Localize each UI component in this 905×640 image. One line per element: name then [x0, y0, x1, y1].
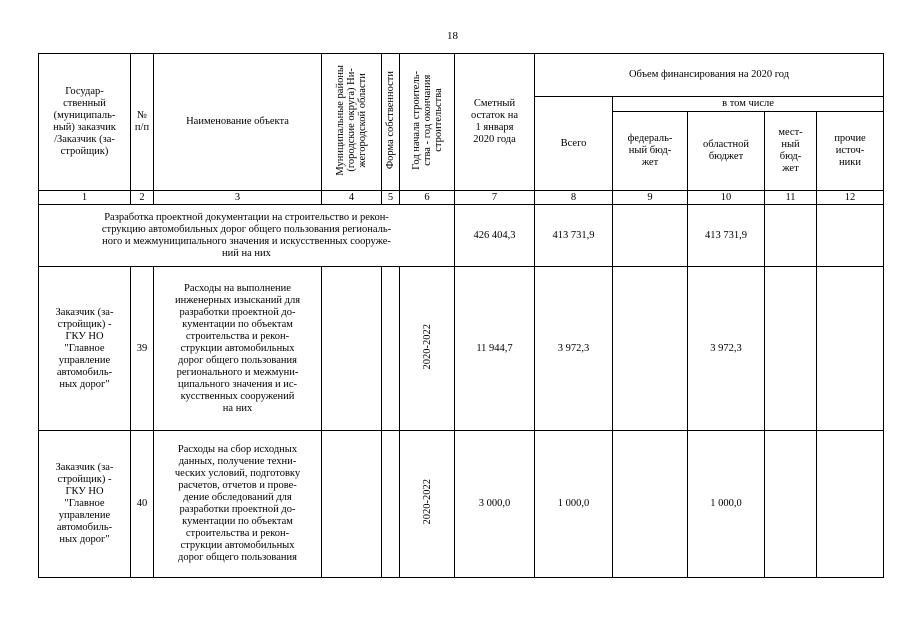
row-local: [765, 267, 817, 431]
row-customer: Заказчик (за- стройщик) - ГКУ НО "Главное управление автомобиль- ных дорог": [39, 431, 131, 578]
column-number: 7: [455, 191, 535, 205]
row-ownership: [382, 267, 400, 431]
header-federal: федераль- ный бюд- жет: [613, 112, 688, 191]
column-number: 11: [765, 191, 817, 205]
row-object-name: Расходы на сбор исходных данных, получение техни- ческих условий, подготовку расчетов, отчетов и прове- дение обследований для разработки проектной до- кументации по объектам строительства и рекон- струкции автомобильных дорог общего пользования: [154, 431, 322, 578]
column-number: 2: [131, 191, 154, 205]
header-other: прочие источ- ники: [817, 112, 884, 191]
financing-table: [38, 53, 884, 578]
column-number: 5: [382, 191, 400, 205]
row-customer: Заказчик (за- стройщик) - ГКУ НО "Главное управление автомобиль- ных дорог": [39, 267, 131, 431]
section-regional: 413 731,9: [688, 205, 765, 267]
row-local: [765, 431, 817, 578]
row-estimate: 11 944,7: [455, 267, 535, 431]
column-number: 9: [613, 191, 688, 205]
row-ownership: [382, 431, 400, 578]
row-years: 2020-2022: [400, 267, 455, 431]
header-object-name: Наименование объекта: [154, 54, 322, 191]
table-row: [39, 267, 884, 431]
section-local: [765, 205, 817, 267]
header-years: Год начала строитель- ства - год окончания строительства: [400, 54, 455, 191]
column-number: 6: [400, 191, 455, 205]
header-customer: Государ- ственный (муниципаль- ный) заказчик /Заказчик (за- стройщик): [39, 54, 131, 191]
column-numbers-row: [39, 191, 884, 205]
section-federal: [613, 205, 688, 267]
row-other: [817, 431, 884, 578]
header-number: № п/п: [131, 54, 154, 191]
header-estimate: Сметный остаток на 1 января 2020 года: [455, 54, 535, 191]
header-total: Всего: [535, 97, 613, 191]
row-regional: 3 972,3: [688, 267, 765, 431]
header-ownership: Форма собственности: [382, 54, 400, 191]
row-number: 39: [131, 267, 154, 431]
column-number: 1: [39, 191, 131, 205]
row-districts: [322, 267, 382, 431]
header-local: мест- ный бюд- жет: [765, 112, 817, 191]
table-row: [39, 431, 884, 578]
header-districts: Муниципальные районы (городские округа) Ни- жегородской области: [322, 54, 382, 191]
row-object-name: Расходы на выполнение инженерных изысканий для разработки проектной до- кументации по объектам строительства и рекон- струкции автомобильных дорог общего пользования регионального и межмуни- ципального значения и ис- кусственных сооружений на них: [154, 267, 322, 431]
row-number: 40: [131, 431, 154, 578]
header-funding: Объем финансирования на 2020 год: [535, 54, 884, 97]
column-number: 8: [535, 191, 613, 205]
section-other: [817, 205, 884, 267]
row-total: 3 972,3: [535, 267, 613, 431]
column-number: 3: [154, 191, 322, 205]
section-row: [39, 205, 884, 267]
header-including: в том числе: [613, 97, 884, 112]
section-estimate: 426 404,3: [455, 205, 535, 267]
section-title: Разработка проектной документации на строительство и рекон- струкцию автомобильных дорог общего пользования региональ- ного и межмуниципального значения и искусственных сооруже- ний на них: [39, 205, 455, 267]
row-federal: [613, 267, 688, 431]
section-total: 413 731,9: [535, 205, 613, 267]
row-federal: [613, 431, 688, 578]
column-number: 12: [817, 191, 884, 205]
row-years: 2020-2022: [400, 431, 455, 578]
column-number: 4: [322, 191, 382, 205]
row-total: 1 000,0: [535, 431, 613, 578]
row-districts: [322, 431, 382, 578]
page-number: 18: [447, 30, 458, 42]
header-regional: областной бюджет: [688, 112, 765, 191]
row-other: [817, 267, 884, 431]
column-number: 10: [688, 191, 765, 205]
row-estimate: 3 000,0: [455, 431, 535, 578]
row-regional: 1 000,0: [688, 431, 765, 578]
